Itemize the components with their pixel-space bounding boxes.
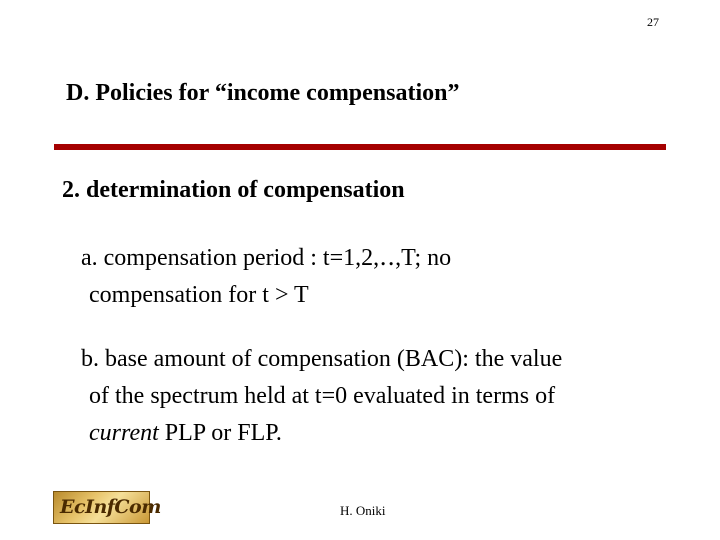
item-b xyxy=(81,341,562,452)
section-heading: 2. determination of compensation xyxy=(62,177,405,203)
item-a-line2: compensation for t > T xyxy=(89,282,309,308)
item-b-line1: b. base amount of compensation (BAC): the value xyxy=(81,346,563,372)
item-b-line3-rest: PLP or FLP. xyxy=(158,420,282,446)
item-a-line1: a. compensation period : t=1,2,‥,T; no xyxy=(81,245,452,271)
logo xyxy=(53,491,161,524)
logo-text: EcInfCom xyxy=(60,496,161,518)
item-b-line3 xyxy=(81,415,562,452)
page-number: 27 xyxy=(647,15,659,29)
slide-title: D. Policies for “income compensation” xyxy=(66,80,460,106)
title-divider xyxy=(54,144,666,150)
item-b-italic-current: current xyxy=(89,420,159,446)
footer-author: H. Oniki xyxy=(340,503,386,518)
item-a xyxy=(81,240,451,314)
item-b-line2: of the spectrum held at t=0 evaluated in terms of xyxy=(89,383,556,409)
